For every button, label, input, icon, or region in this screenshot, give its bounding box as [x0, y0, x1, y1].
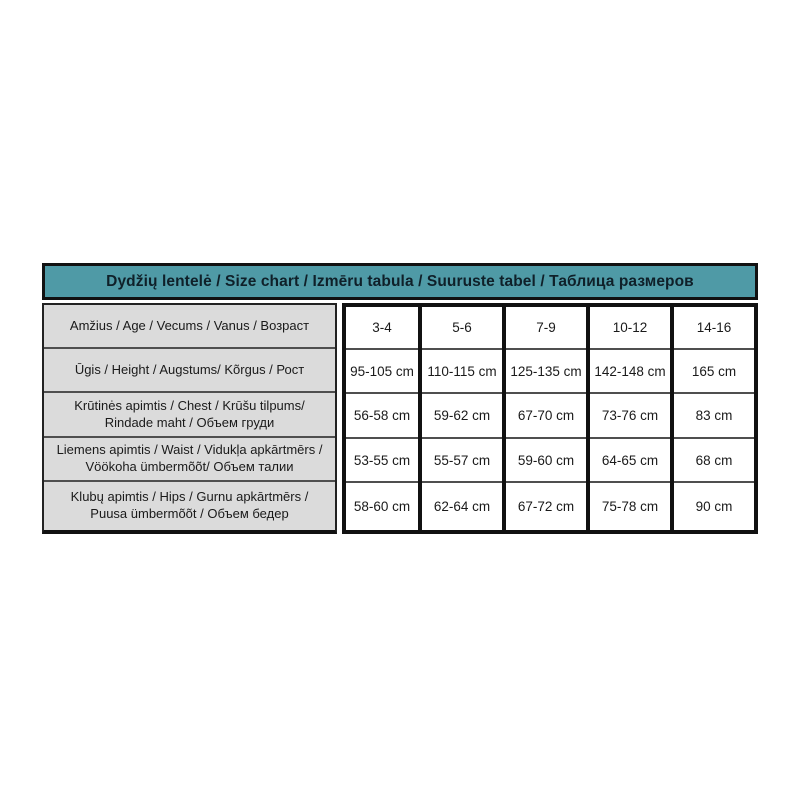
row-label: Amžius / Age / Vecums / Vanus / Возраст — [69, 317, 310, 333]
size-value-cell: 56-58 cm — [346, 392, 418, 437]
size-value-cell: 165 cm — [674, 348, 754, 392]
label-column — [42, 303, 337, 534]
size-value-cell: 7-9 — [536, 320, 556, 335]
row-label: Klubų apimtis / Hips / Gurnu apkārtmērs / Puusa ümbermõõt / Объем бедер — [44, 480, 335, 530]
size-value-cell: 3-4 — [372, 320, 392, 335]
size-value-cell: 83 cm — [674, 392, 754, 437]
row-label: Ūgis / Height / Augstums/ Kõrgus / Рост — [44, 347, 335, 391]
size-value-cell: 90 cm — [674, 481, 754, 530]
row-label: Krūtinės apimtis / Chest / Krūšu tilpums/ Rindade maht / Объем груди — [44, 391, 335, 436]
size-value-cell: 10-12 — [612, 320, 648, 335]
size-chart — [42, 263, 758, 534]
size-value-cell: 59-62 cm — [422, 392, 502, 437]
size-value-cell: 55-57 cm — [422, 437, 502, 481]
value-column — [586, 307, 670, 530]
size-value-cell: 73-76 cm — [590, 392, 670, 437]
value-column — [502, 307, 586, 530]
size-chart-title: Dydžių lentelė / Size chart / Izmēru tabula / Suuruste tabel / Таблица размеров — [42, 263, 758, 300]
value-columns — [342, 303, 758, 534]
size-value-cell: 14-16 — [696, 320, 732, 335]
size-value-cell: 58-60 cm — [346, 481, 418, 530]
size-value-cell: 68 cm — [674, 437, 754, 481]
size-value-cell: 67-72 cm — [506, 481, 586, 530]
value-column — [418, 307, 502, 530]
value-column — [346, 307, 418, 530]
size-value-cell: 64-65 cm — [590, 437, 670, 481]
size-chart-body — [42, 303, 758, 534]
size-value-cell: 142-148 cm — [590, 348, 670, 392]
size-value-cell: 110-115 cm — [422, 348, 502, 392]
value-column — [670, 307, 754, 530]
size-value-cell: 53-55 cm — [346, 437, 418, 481]
size-value-cell: 59-60 cm — [506, 437, 586, 481]
size-value-cell: 125-135 cm — [506, 348, 586, 392]
size-value-cell: 62-64 cm — [422, 481, 502, 530]
size-value-cell: 67-70 cm — [506, 392, 586, 437]
size-value-cell: 75-78 cm — [590, 481, 670, 530]
size-value-cell: 95-105 cm — [346, 348, 418, 392]
size-value-cell: 5-6 — [452, 320, 472, 335]
row-label: Liemens apimtis / Waist / Vidukļa apkārtmērs / Vöökoha ümbermõõt/ Объем талии — [44, 436, 335, 480]
